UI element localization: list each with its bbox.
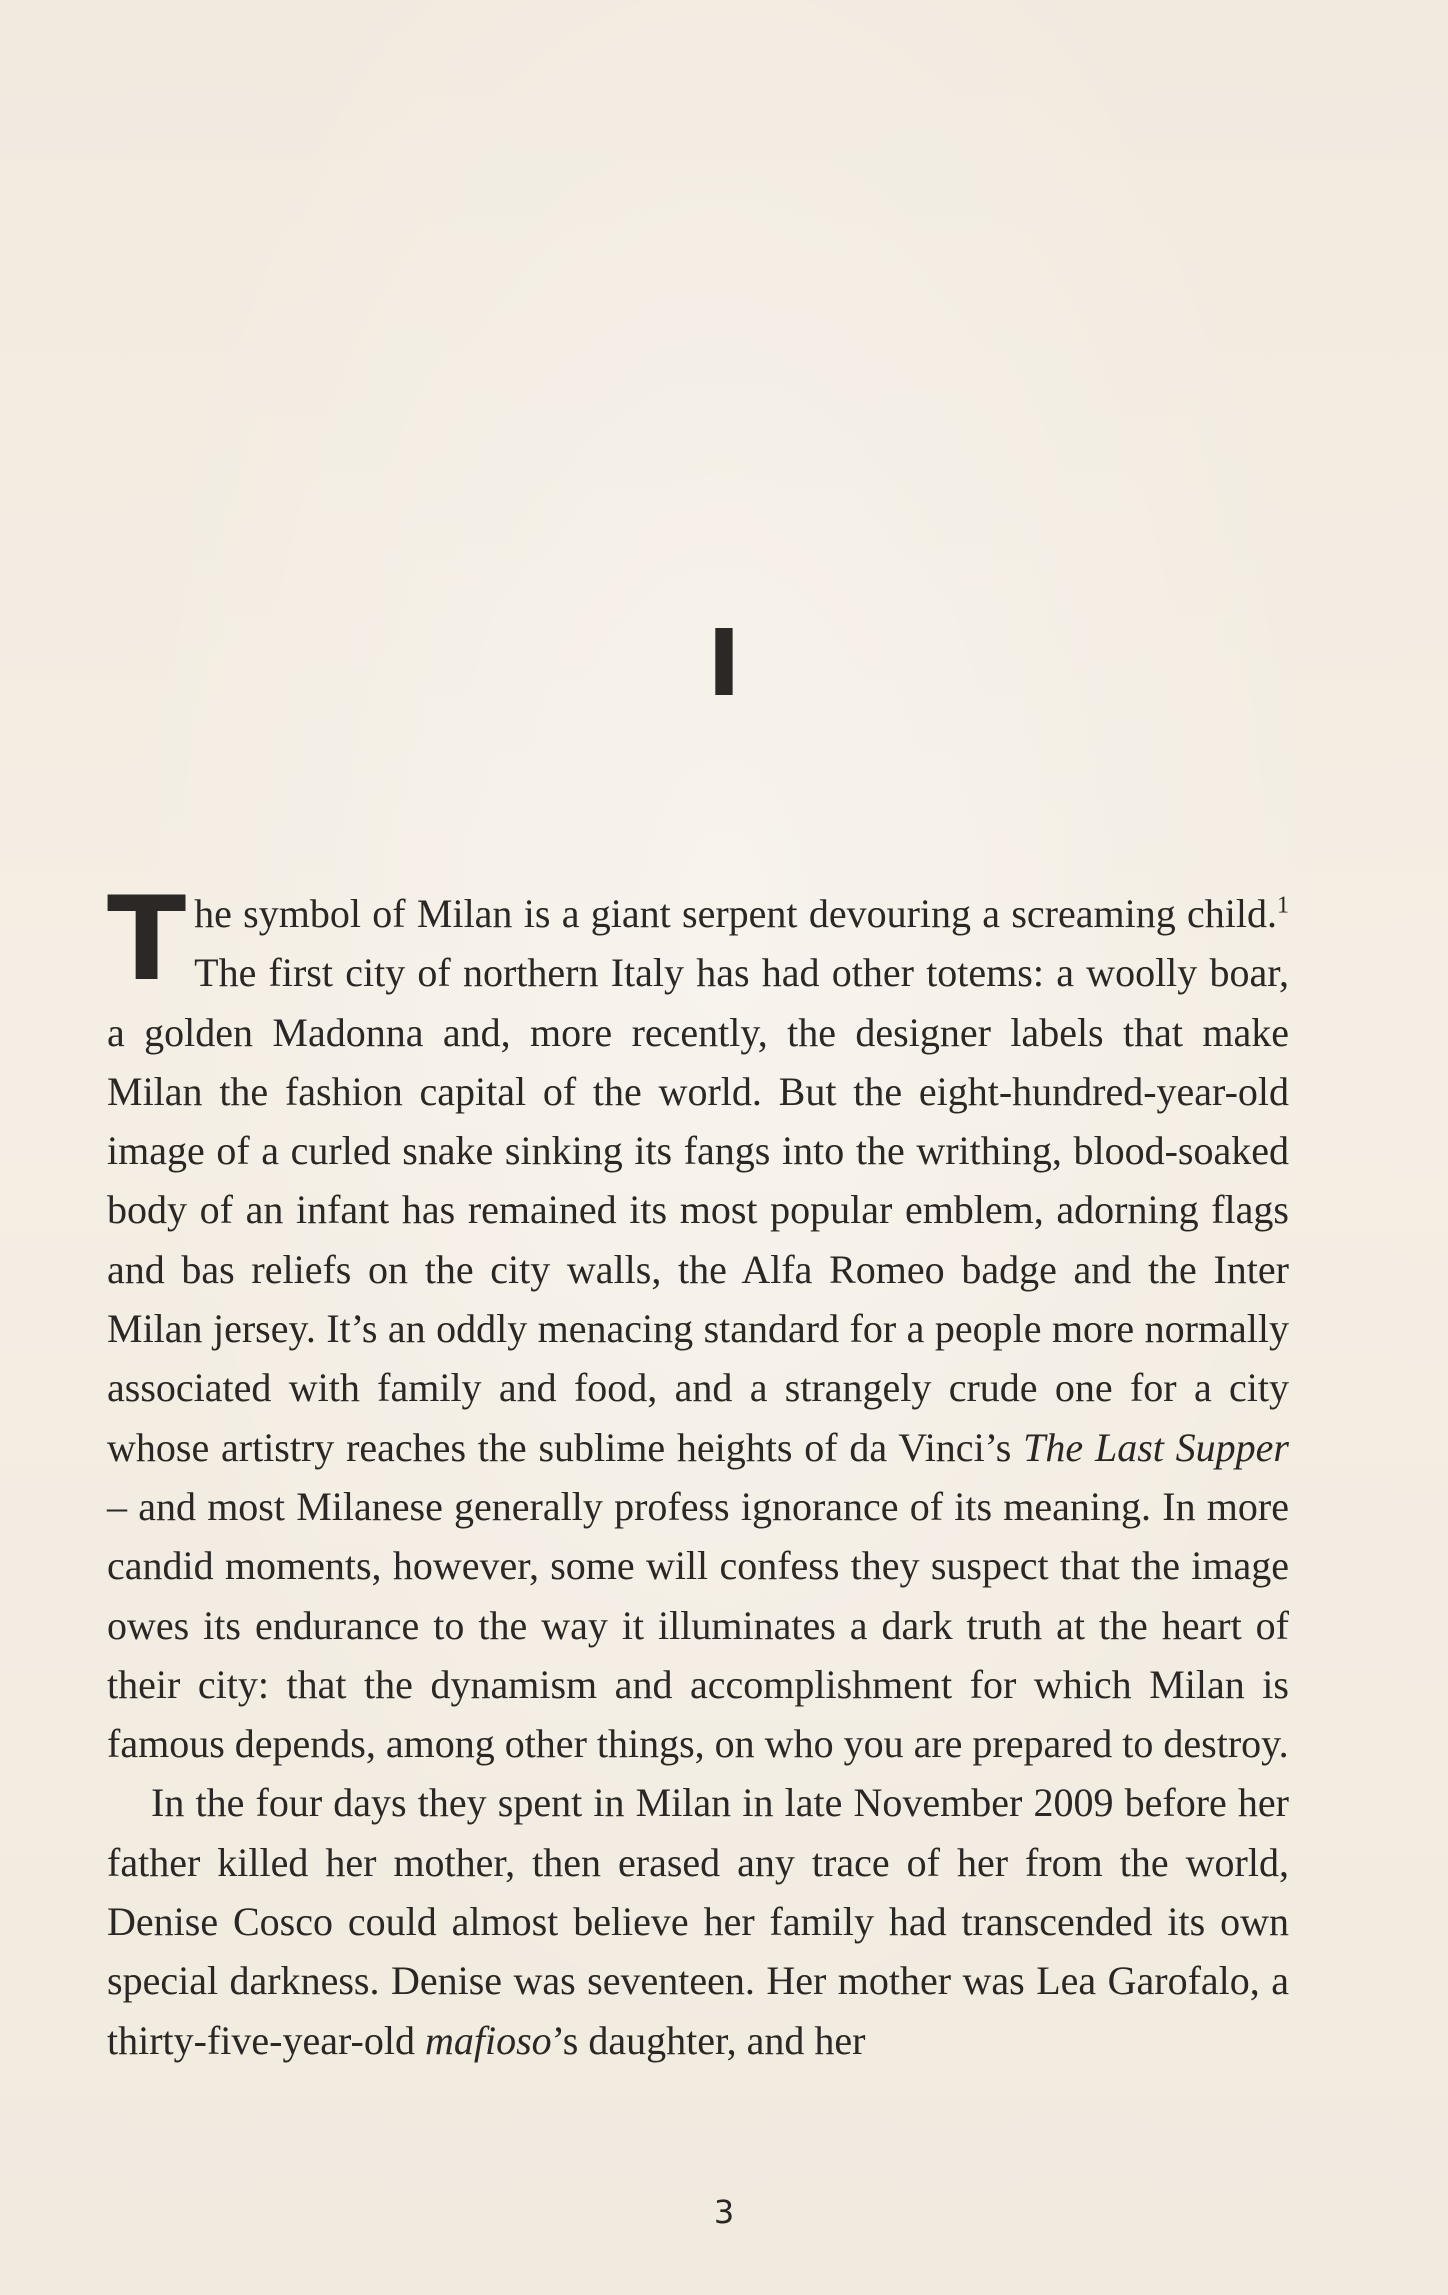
text-run: – and most Milanese generally profess ignorance of its meaning. In more candid moments, however, some will confess they suspect that the image owes its endurance to the way it illuminates a dark truth at the heart of their city: that the dynamism and accomplishment for which Milan is famous depends, among other things, on who you are prepared to destroy. <box>107 1483 1289 1767</box>
chapter-number: I <box>706 610 742 717</box>
text-run: The first city of northern Italy has had other totems: a woolly boar, a golden Madonna and, more recently, the designer labels that make Milan the fashion capital of the world. But the eight-hundred-year-old image of a curled snake sinking its fangs into the writhing, blood-soaked body of an infant has remained its most popular emblem, adorning flags and bas reliefs on the city walls, the Alfa Romeo badge and the Inter Milan jersey. It’s an oddly menacing standard for a people more normally associated with family and food, and a strangely crude one for a city whose artistry reaches the sublime heights of da Vinci’s <box>107 950 1289 1470</box>
paragraph <box>107 1773 1289 2069</box>
paragraph <box>107 872 1289 1773</box>
footnote-reference: 1 <box>1277 892 1289 919</box>
page-number: 3 <box>713 2193 735 2231</box>
text-run: he symbol of Milan is a giant serpent devouring a screaming child. <box>194 891 1277 936</box>
text-run: In the four days they spent in Milan in late November 2009 before her father killed her mother, then erased any trace of her from the world, Denise Cosco could almost believe her family had transcended its own special darkness. Denise was seventeen. Her mother was Lea Garofalo, a thirty-five-year-old <box>107 1780 1289 2063</box>
text-run: ’s daughter, and her <box>551 2017 866 2063</box>
body-text <box>107 872 1289 2070</box>
drop-cap: T <box>107 872 187 1007</box>
italic-word: mafioso <box>424 2017 552 2063</box>
book-title: The Last Supper <box>1023 1424 1289 1470</box>
